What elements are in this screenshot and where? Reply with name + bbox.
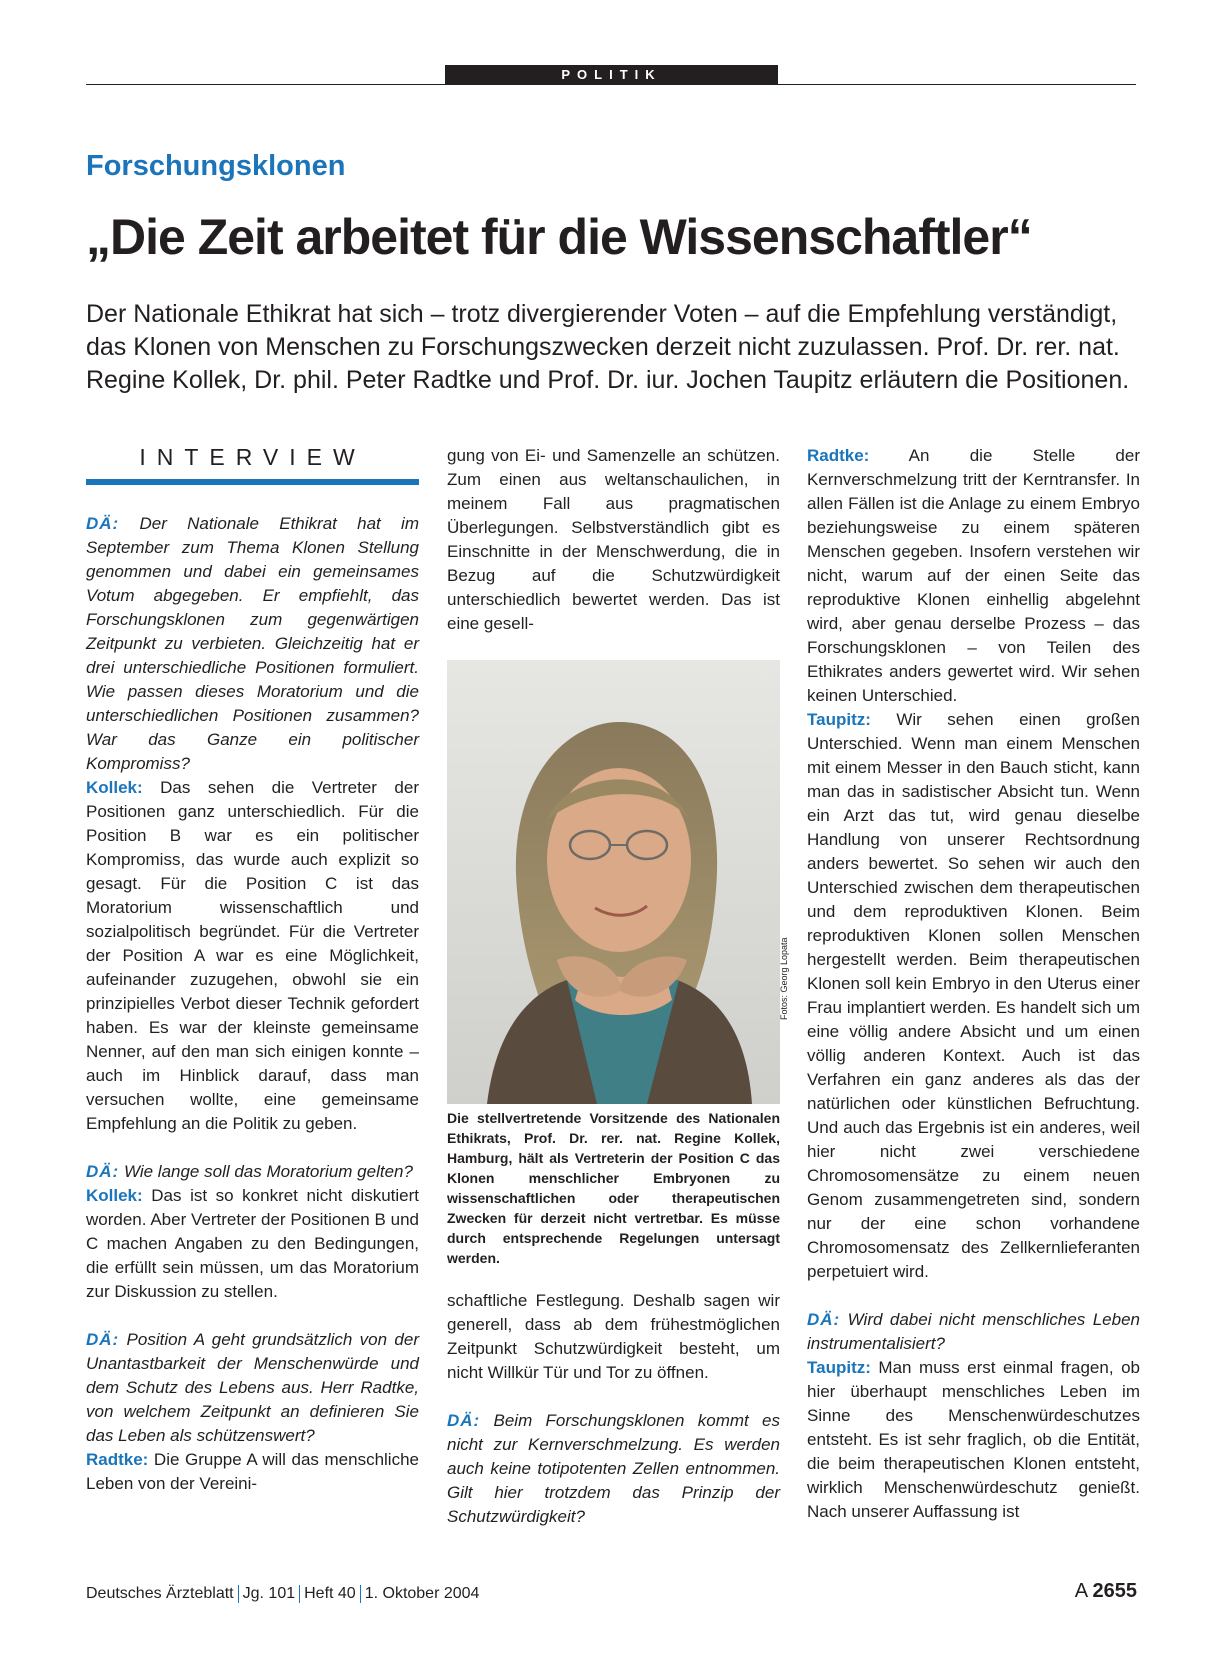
answer: [807, 444, 1140, 708]
speaker-label: DÄ:: [86, 1330, 120, 1349]
column-3: [807, 444, 1140, 1524]
answer: [86, 1184, 419, 1304]
portrait-photo: [447, 660, 780, 1104]
article-headline: „Die Zeit arbeitet für die Wissenschaftler“: [86, 209, 1032, 265]
speaker-label: DÄ:: [86, 1162, 120, 1181]
speaker-label: Radtke:: [86, 1450, 149, 1469]
speaker-label: Kollek:: [86, 778, 143, 797]
question-text: Position A geht grundsätzlich von der Unantastbarkeit der Menschenwürde und dem Schutz des Lebens aus. Herr Radtke, von welchem Zeitpunkt an definieren Sie das Leben als schützenswert?: [86, 1330, 419, 1445]
answer-text: An die Stelle der Kernverschmelzung tritt der Kerntransfer. In allen Fällen ist die Anlage zu einem Embryo beziehungsweise zu einem späteren Menschen gegeben. Insofern verstehen wir nicht, warum auf der einen Seite das reproduktive Klonen einhellig abgelehnt wird, aber genau derselbe Prozess – das Forschungsklonen – von Teilen des Ethikrates anders gewertet wird. Wir sehen keinen Unterschied.: [807, 446, 1140, 705]
answer-text: Man muss erst einmal fragen, ob hier überhaupt menschliches Leben im Sinne des Menschenwürdeschutzes entsteht. Es ist sehr fraglich, ob die Entität, die beim therapeutischen Klonen entsteht, wirklich Menschenwürdeschutz genießt. Nach unserer Auffassung ist: [807, 1358, 1140, 1521]
page-number: [1075, 1580, 1137, 1603]
speaker-label: Taupitz:: [807, 710, 871, 729]
article-kicker: Forschungsklonen: [86, 150, 346, 182]
answer-continued: schaftliche Festlegung. Deshalb sagen wir generell, dass ab dem frühestmöglichen Zeitpunkt Schutzwürdigkeit besteht, um nicht Willkür Tür und Tor zu öffnen.: [447, 1291, 780, 1382]
answer: [807, 708, 1140, 1284]
section-label: POLITIK: [445, 65, 778, 85]
speaker-label: DÄ:: [86, 514, 120, 533]
column-2-continued: [447, 1289, 780, 1529]
question: [86, 1328, 419, 1448]
article-lead: Der Nationale Ethikrat hat sich – trotz divergierender Voten – auf die Empfehlung verständigt, das Klonen von Menschen zu Forschungszwecken derzeit nicht zuzulassen. Prof. Dr. rer. nat. Regine Kollek, Dr. phil. Peter Radtke und Prof. Dr. iur. Jochen Taupitz erläutern die Positionen.: [86, 300, 1130, 394]
question-text: Wie lange soll das Moratorium gelten?: [119, 1162, 413, 1181]
footer-separator: [299, 1585, 300, 1603]
answer-text: Das ist so konkret nicht diskutiert worden. Aber Vertreter der Positionen B und C machen Angaben zu den Bedingungen, die erfüllt sein müssen, um das Moratorium zur Diskussion zu stellen.: [86, 1186, 419, 1301]
answer-text: Das sehen die Vertreter der Positionen ganz unterschiedlich. Für die Position B war es ein politischer Kompromiss, das wurde auch explizit so gesagt. Für die Position C ist das Moratorium wissenschaftlich und sozialpolitisch begründet. Für die Vertreter der Position A war es eine Möglichkeit, aufeinander zuzugehen, obwohl sie ein prinzipielles Verbot dieser Technik gefordert haben. Es war der kleinste gemeinsame Nenner, auf den man sich einigen konnte – auch im Hinblick darauf, dass man versuchen wollte, eine gemeinsame Empfehlung an die Politik zu geben.: [86, 778, 419, 1133]
interview-label: INTERVIEW: [139, 444, 366, 470]
speaker-label: Taupitz:: [807, 1358, 871, 1377]
photo-credit: Fotos: Georg Lopata: [779, 937, 789, 1020]
column-2: [447, 444, 780, 636]
question-text: Wird dabei nicht menschliches Leben instrumentalisiert?: [807, 1310, 1140, 1353]
question-text: Der Nationale Ethikrat hat im September zum Thema Klonen Stellung genommen und dabei ein gemeinsames Votum abgegeben. Er empfiehlt, das Forschungsklonen zum gegenwärtigen Zeitpunkt zu verbieten. Gleichzeitig hat er drei unterschiedliche Positionen formuliert. Wie passen dieses Moratorium und die unterschiedlichen Positionen zusammen? War das Ganze ein politischer Kompromiss?: [86, 514, 419, 773]
question: [86, 512, 419, 776]
page-number-value: 2655: [1092, 1580, 1137, 1602]
speaker-label: DÄ:: [447, 1411, 481, 1430]
photo-caption: Die stellvertretende Vorsitzende des Nationalen Ethikrats, Prof. Dr. rer. nat. Regine Kollek, Hamburg, hält als Vertreterin der Position C das Klonen menschlicher Embryonen zu wissenschaftlichen oder therapeutischen Zwecken für derzeit nicht vertretbar. Es müsse durch entsprechende Regelungen untersagt werden.: [447, 1110, 780, 1266]
issue: Heft 40: [304, 1585, 356, 1603]
footer-separator: [238, 1585, 239, 1603]
interview-rule: [86, 479, 419, 485]
answer-text: Die Gruppe A will das menschliche Leben von der Vereini-: [86, 1450, 419, 1493]
volume: Jg. 101: [242, 1585, 296, 1603]
question-text: Beim Forschungsklonen kommt es nicht zur Kernverschmelzung. Es werden auch keine totipotenten Zellen entnommen. Gilt hier trotzdem das Prinzip der Schutzwürdigkeit?: [447, 1411, 780, 1526]
issue-date: 1. Oktober 2004: [364, 1585, 480, 1603]
question: [86, 1160, 419, 1184]
page-footer: [86, 1585, 479, 1603]
page-prefix: A: [1074, 1580, 1087, 1602]
speaker-label: Kollek:: [86, 1186, 143, 1205]
journal-name: Deutsches Ärzteblatt: [86, 1585, 234, 1603]
portrait-illustration: [447, 660, 780, 1104]
answer: [86, 1448, 419, 1496]
speaker-label: Radtke:: [807, 446, 870, 465]
footer-separator: [360, 1585, 361, 1603]
answer-continued: gung von Ei- und Samenzelle an schützen. Zum einen aus weltanschaulichen, in meinem Fall aus pragmatischen Überlegungen. Selbstverständlich gibt es Einschnitte in der Menschwerdung, die in Bezug auf die Schutzwürdigkeit unterschiedlich bewertet werden. Das ist eine gesell-: [447, 446, 780, 633]
question: [807, 1308, 1140, 1356]
speaker-label: DÄ:: [807, 1310, 841, 1329]
column-1: [86, 512, 419, 1496]
answer-text: Wir sehen einen großen Unterschied. Wenn man einem Menschen mit einem Messer in den Bauch sticht, kann man das in sadistischer Absicht tun. Wenn ein Arzt das tut, wird genau dieselbe Handlung von unserer Rechtsordnung anders bewertet. So sehen wir auch den Unterschied zwischen dem therapeutischen und dem reproduktiven Klonen. Beim reproduktiven Klonen sollen Menschen hergestellt werden. Beim therapeutischen Klonen soll kein Embryo in den Uterus einer Frau implantiert werden. Es handelt sich um eine völlig andere Absicht und um einen völlig anderen Kontext. Auch ist das Verfahren ein ganz anderes als das der natürlichen oder künstlichen Befruchtung. Und auch das Ergebnis ist ein anderes, weil hier nicht zwei verschiedene Chromosomensätze zu einem neuen Genom zusammengetreten sind, sondern nur der eine schon vorhandene Chromosomensatz des Zellkernlieferanten perpetuiert wird.: [807, 710, 1140, 1281]
answer: [86, 776, 419, 1136]
question: [447, 1409, 780, 1529]
answer: [807, 1356, 1140, 1524]
